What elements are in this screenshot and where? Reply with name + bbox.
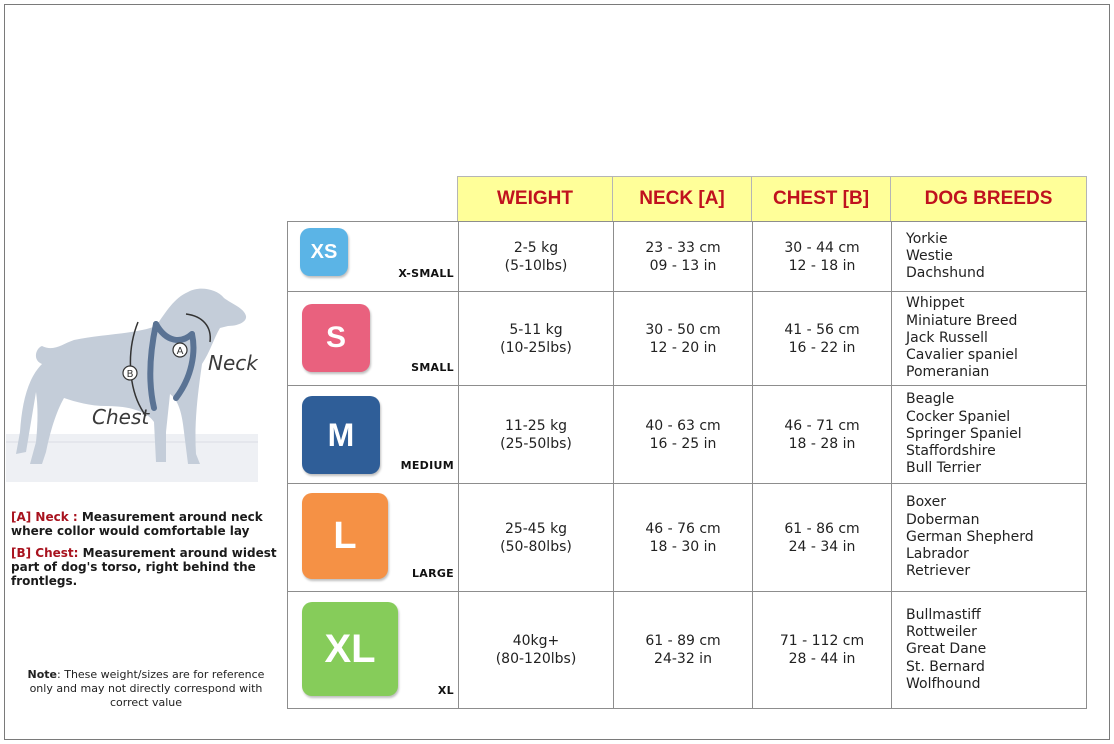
marker-b-text: B [126,369,134,380]
table-row-s [288,291,1086,385]
size-table [287,221,1087,709]
neck-cell: 61 - 89 cm 24-32 in [613,592,752,708]
size-badge-m: M [302,396,380,474]
size-label: MEDIUM [400,459,454,472]
table-row-xl [288,591,1086,708]
size-badge-xl: XL [302,602,398,696]
size-cell [288,222,458,291]
neck-cell: 40 - 63 cm 16 - 25 in [613,386,752,483]
weight-cell: 40kg+ (80-120lbs) [458,592,613,708]
note-label: Note [27,668,58,681]
chest-diagram-label: Chest [92,405,150,429]
breeds-cell: Boxer Doberman German Shepherd Labrador Retriever [891,484,1086,591]
size-badge-l: L [302,493,388,579]
breeds-cell: Bullmastiff Rottweiler Great Dane St. Bernard Wolfhound [891,592,1086,708]
weight-cell: 5-11 kg (10-25lbs) [458,292,613,385]
header-neck: NECK [A] [612,176,752,222]
size-label: SMALL [411,361,454,374]
chest-legend [11,546,281,588]
table-row-m [288,385,1086,483]
weight-cell: 11-25 kg (25-50lbs) [458,386,613,483]
breeds-cell: Whippet Miniature Breed Jack Russell Cavalier spaniel Pomeranian [891,292,1086,385]
neck-cell: 30 - 50 cm 12 - 20 in [613,292,752,385]
size-cell [288,484,458,591]
chest-cell: 41 - 56 cm 16 - 22 in [752,292,891,385]
chest-cell: 71 - 112 cm 28 - 44 in [752,592,891,708]
neck-legend-key: [A] Neck : [11,510,78,524]
chest-legend-key: [B] Chest: [11,546,79,560]
table-row-l [288,483,1086,591]
marker-a-text: A [176,346,184,357]
size-badge-s: S [302,304,370,372]
table-row-xs [288,222,1086,291]
chest-cell: 61 - 86 cm 24 - 34 in [752,484,891,591]
neck-legend [11,510,281,538]
size-label: XL [437,684,454,697]
weight-cell: 25-45 kg (50-80lbs) [458,484,613,591]
size-cell [288,386,458,483]
size-label: X-SMALL [398,267,454,280]
neck-cell: 46 - 76 cm 18 - 30 in [613,484,752,591]
chest-cell: 46 - 71 cm 18 - 28 in [752,386,891,483]
dog-measurement-diagram [6,282,258,482]
neck-legend-text: Measurement around neck where collor would comfortable lay [11,510,263,538]
neck-diagram-label: Neck [208,351,258,375]
size-cell [288,292,458,385]
header-breeds: DOG BREEDS [890,176,1087,222]
breeds-cell: Beagle Cocker Spaniel Springer Spaniel Staffordshire Bull Terrier [891,386,1086,483]
measurement-legend [11,510,281,596]
weight-cell: 2-5 kg (5-10lbs) [458,222,613,291]
chest-legend-text: Measurement around widest part of dog's torso, right behind the frontlegs. [11,546,277,588]
size-label: LARGE [411,567,454,580]
note-text: : These weight/sizes are for reference only and may not directly correspond with correct value [29,668,265,709]
header-chest: CHEST [B] [751,176,891,222]
neck-cell: 23 - 33 cm 09 - 13 in [613,222,752,291]
breeds-cell: Yorkie Westie Dachshund [891,222,1086,291]
size-badge-xs: XS [300,228,348,276]
size-cell [288,592,458,708]
chest-cell: 30 - 44 cm 12 - 18 in [752,222,891,291]
header-weight: WEIGHT [457,176,613,222]
disclaimer-note [22,668,270,710]
